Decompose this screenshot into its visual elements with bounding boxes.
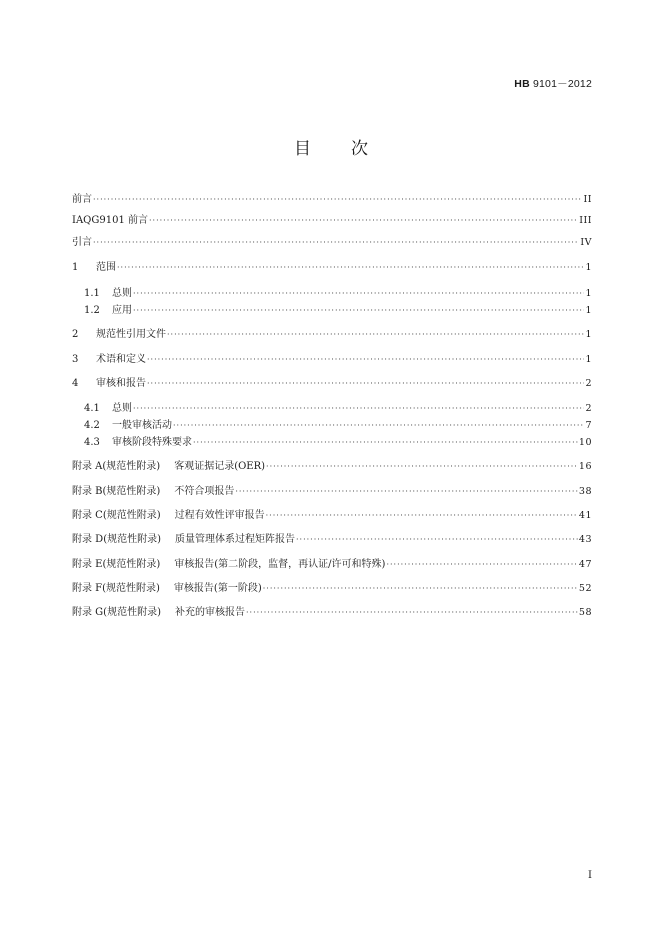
toc-entry-number: 附录 G(规范性附录) <box>72 607 161 618</box>
toc-entry-page: 41 <box>578 510 592 521</box>
toc-entry-title: 一般审核活动 <box>112 420 172 431</box>
page-title <box>0 134 662 159</box>
toc-entry-annex-a[interactable] <box>72 460 592 474</box>
document-number-prefix: HB <box>514 78 530 90</box>
toc-entry-number: 附录 F(规范性附录) <box>72 583 160 594</box>
dot-leader <box>235 485 578 499</box>
dot-leader <box>93 236 579 250</box>
dot-leader <box>263 582 578 596</box>
dot-leader <box>133 304 584 318</box>
toc-entry-page: II <box>583 194 592 205</box>
toc-entry-label <box>72 353 146 367</box>
toc-entry-annex-b[interactable] <box>72 485 592 499</box>
dot-leader <box>193 436 578 450</box>
toc-entry-page: III <box>579 215 592 226</box>
toc-entry-number: 附录 C(规范性附录) <box>72 510 161 521</box>
toc-entry-section-4-1[interactable] <box>84 402 592 416</box>
toc-entry-section-4-2[interactable] <box>84 419 592 433</box>
dot-leader <box>93 193 582 207</box>
toc-entry-page: 16 <box>578 461 592 472</box>
toc-entry-section-4-3[interactable] <box>84 436 592 450</box>
toc-entry-number: 4 <box>72 378 79 389</box>
toc-entry-title: 过程有效性评审报告 <box>174 510 265 521</box>
toc-entry-section-1-2[interactable] <box>84 304 592 318</box>
toc-entry-label <box>72 328 166 342</box>
toc-entry-number: 附录 B(规范性附录) <box>72 486 161 497</box>
toc-entry-section-1[interactable] <box>72 261 592 275</box>
toc-entry-iaqg-preface[interactable] <box>72 214 592 228</box>
dot-leader <box>149 214 578 228</box>
toc-entry-page: 2 <box>585 378 592 389</box>
page-title-part1: 目 <box>294 139 311 159</box>
toc-entry-page: 2 <box>585 403 592 414</box>
toc-entry-page: 1 <box>585 305 592 316</box>
toc-entry-number: 附录 D(规范性附录) <box>72 534 161 545</box>
toc-entry-title: 总则 <box>112 288 132 299</box>
toc-entry-page: 1 <box>585 354 592 365</box>
toc-entry-annex-e[interactable] <box>72 558 592 572</box>
toc-entry-label <box>72 460 265 474</box>
toc-entry-title: 客观证据记录(OER) <box>174 461 266 472</box>
toc-entry-label <box>72 261 116 275</box>
toc-entry-page: 10 <box>578 437 592 448</box>
dot-leader <box>133 287 584 301</box>
toc-entry-title: 不符合项报告 <box>174 486 235 497</box>
toc-entry-section-4[interactable] <box>72 377 592 391</box>
toc-entry-number: 3 <box>72 354 79 365</box>
toc-entry-page: 47 <box>578 559 592 570</box>
toc-entry-title: 审核报告(第一阶段) <box>173 583 262 594</box>
dot-leader <box>167 328 584 342</box>
toc-entry-number: 1 <box>72 262 79 273</box>
dot-leader <box>266 509 578 523</box>
toc-entry-label: 前言 <box>72 194 92 205</box>
toc-entry-section-3[interactable] <box>72 353 592 367</box>
toc-entry-page: 43 <box>578 534 592 545</box>
page-number: I <box>588 870 592 881</box>
toc-entry-label <box>72 485 234 499</box>
toc-entry-annex-g[interactable] <box>72 606 592 620</box>
toc-entry-title: 范围 <box>96 262 116 273</box>
toc-entry-section-2[interactable] <box>72 328 592 342</box>
dot-leader <box>147 377 584 391</box>
toc-entry-label <box>72 606 245 620</box>
toc-entry-label <box>84 402 132 416</box>
toc-entry-number: 4.2 <box>84 420 100 431</box>
document-number-rest: 9101－2012 <box>529 78 592 90</box>
toc-entry-annex-c[interactable] <box>72 509 592 523</box>
toc-entry-title: 应用 <box>112 305 132 316</box>
toc-entry-number: 1.1 <box>84 288 100 299</box>
dot-leader <box>246 606 578 620</box>
toc-entry-label <box>72 509 265 523</box>
toc-entry-page: 1 <box>585 288 592 299</box>
toc-entry-label <box>72 582 262 596</box>
toc-entry-label: IAQG9101 前言 <box>72 215 148 226</box>
toc-entry-number: 4.3 <box>84 437 100 448</box>
toc-entry-section-1-1[interactable] <box>84 287 592 301</box>
toc-entry-label <box>72 533 295 547</box>
toc-entry-number: 1.2 <box>84 305 100 316</box>
toc-entry-label <box>84 287 132 301</box>
toc-entry-preface[interactable] <box>72 193 592 207</box>
toc-entry-label <box>84 304 132 318</box>
toc-entry-annex-d[interactable] <box>72 533 592 547</box>
document-number <box>514 76 592 91</box>
toc-entry-page: 38 <box>578 486 592 497</box>
toc-entry-number: 附录 A(规范性附录) <box>72 461 161 472</box>
toc-entry-title: 总则 <box>112 403 132 414</box>
toc-entry-title: 质量管理体系过程矩阵报告 <box>175 534 295 545</box>
toc-entry-title: 术语和定义 <box>96 354 146 365</box>
dot-leader <box>173 419 584 433</box>
toc-entry-title: 审核和报告 <box>96 378 146 389</box>
toc-entry-introduction[interactable] <box>72 236 592 250</box>
dot-leader <box>133 402 584 416</box>
toc-entry-title: 规范性引用文件 <box>96 329 166 340</box>
toc-entry-page: 1 <box>585 329 592 340</box>
toc-entry-page: 1 <box>585 262 592 273</box>
toc-entry-title: 补充的审核报告 <box>174 607 245 618</box>
page-title-part2: 次 <box>351 139 368 159</box>
toc-entry-label: 引言 <box>72 237 92 248</box>
toc-entry-label <box>84 419 172 433</box>
toc-entry-title: 审核报告(第二阶段，监督，再认证/许可和特殊) <box>174 559 386 570</box>
dot-leader <box>266 460 578 474</box>
toc-entry-annex-f[interactable] <box>72 582 592 596</box>
dot-leader <box>117 261 584 275</box>
toc-entry-page: IV <box>580 237 592 248</box>
dot-leader <box>296 533 578 547</box>
dot-leader <box>147 353 584 367</box>
toc-entry-page: 58 <box>578 607 592 618</box>
toc-entry-page: 7 <box>585 420 592 431</box>
dot-leader <box>386 558 577 572</box>
toc-entry-label <box>84 436 192 450</box>
toc-entry-number: 附录 E(规范性附录) <box>72 559 161 570</box>
toc-entry-number: 2 <box>72 329 79 340</box>
toc-entry-number: 4.1 <box>84 403 100 414</box>
toc-entry-label <box>72 377 146 391</box>
toc-entry-page: 52 <box>578 583 592 594</box>
toc-entry-title: 审核阶段特殊要求 <box>112 437 192 448</box>
toc-entry-label <box>72 558 385 572</box>
